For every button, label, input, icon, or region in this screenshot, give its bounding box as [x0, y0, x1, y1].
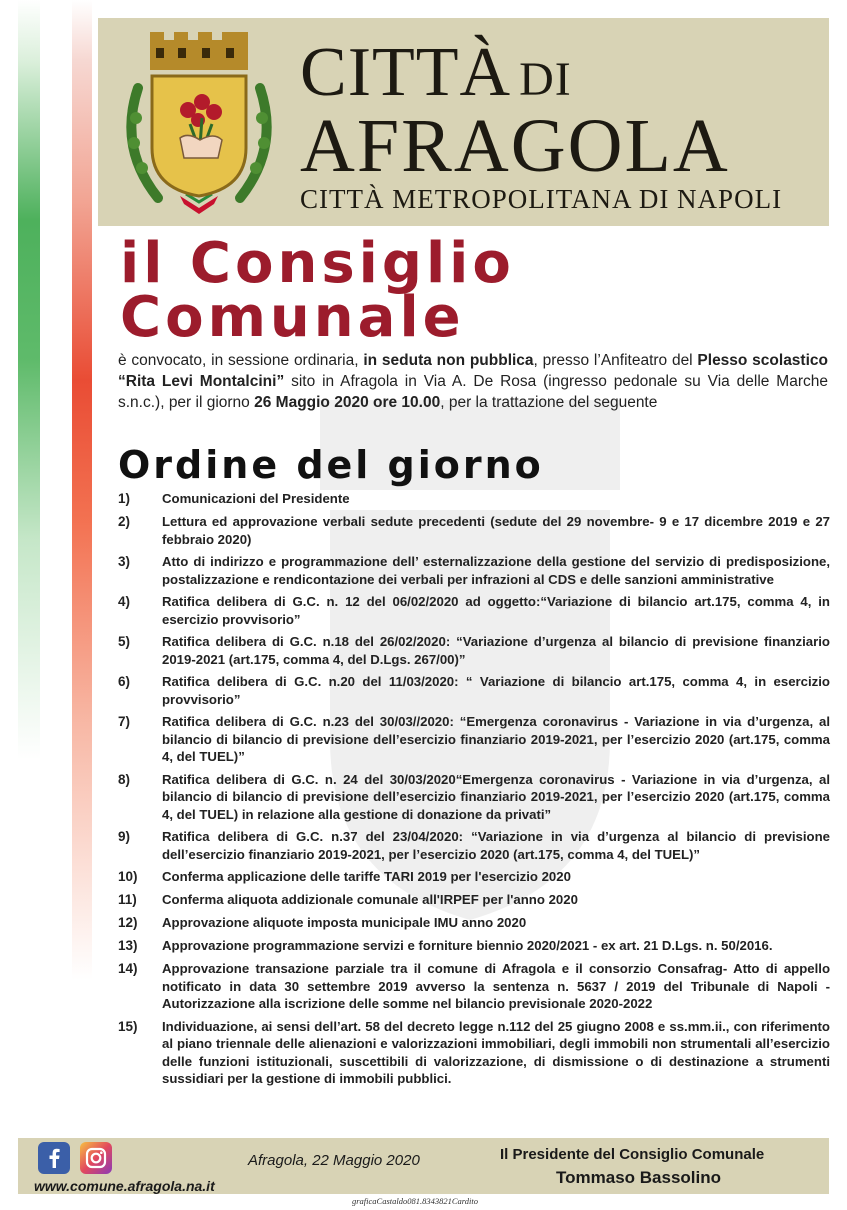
- convocation-intro: è convocato, in sessione ordinaria, in seduta non pubblica, presso l’Anfiteatro del Plesso scolastico “Rita Levi Montalcini” sito in Afragola in Via A. De Rosa (ingresso pedonale su Via delle Marche s.n.c.), per il giorno 26 Maggio 2020 ore 10.00, per la trattazione del seguente: [118, 352, 828, 411]
- headline-line-2: Comunale: [120, 285, 465, 350]
- agenda-item-text: Approvazione transazione parziale tra il comune di Afragola e il consorzio Consafrag- Atto di appello notificato in data 30 settembre 2019 avverso la sentenza n. 5637 / 2019 del Tribunale di Napoli - Autorizzazione alla iscrizione delle somme nel bilancio previsionale 2020-2022: [162, 961, 830, 1011]
- agenda-item-number: 12): [118, 915, 138, 930]
- agenda-item: [118, 868, 830, 886]
- agenda-item-text: Ratifica delibera di G.C. n. 12 del 06/02/2020 ad oggetto:“Variazione di bilancio art.175, comma 4, in esercizio provvisorio”: [162, 594, 830, 627]
- agenda-item-number: 9): [118, 829, 131, 844]
- agenda-item: [118, 960, 830, 1013]
- agenda-item-text: Conferma applicazione delle tariffe TARI 2019 per l'esercizio 2020: [162, 869, 571, 884]
- agenda-item-number: 15): [118, 1018, 138, 1034]
- agenda-item-number: 10): [118, 869, 138, 884]
- agenda-item-text: Comunicazioni del Presidente: [162, 491, 350, 506]
- agenda-item: [118, 593, 830, 628]
- agenda-item-number: 1): [118, 491, 131, 506]
- agenda-item-text: Conferma aliquota addizionale comunale all'IRPEF per l'anno 2020: [162, 892, 578, 907]
- agenda-item-number: 3): [118, 554, 131, 569]
- president-title: Il Presidente del Consiglio Comunale: [500, 1146, 765, 1163]
- city-crest-icon: [118, 28, 280, 218]
- agenda-item-number: 5): [118, 634, 131, 649]
- red-stripe: [72, 0, 92, 1130]
- agenda-item-text: Ratifica delibera di G.C. n.23 del 30/03//2020: “Emergenza coronavirus - Variazione in via d’urgenza, al bilancio di bilancio di previsione dell’esercizio finanziario 2019-2021, per l’esercizio 2020 (art.175, comma 4, del TUEL)”: [162, 714, 830, 764]
- agenda-item-number: 2): [118, 514, 131, 529]
- agenda-item-text: Atto di indirizzo e programmazione dell’ esternalizzazione della gestione del servizio di predisposizione, postalizzazione e rendicontazione dei verbali per infrazioni al CDS e delle sanzioni amministrative: [162, 554, 830, 587]
- agenda-item-text: Approvazione programmazione servizi e forniture biennio 2020/2021 - ex art. 21 D.Lgs. n. 50/2016.: [162, 938, 773, 953]
- website-link[interactable]: www.comune.afragola.na.it: [34, 1178, 215, 1194]
- instagram-icon[interactable]: [80, 1142, 112, 1174]
- agenda-item-text: Ratifica delibera di G.C. n.37 del 23/04/2020: “Variazione in via d’urgenza al bilancio di previsione dell’esercizio finanziario 2019-2021, per l’esercizio 2020 (art.175, comma 4, del TUEL)”: [162, 829, 830, 862]
- president-name: Tommaso Bassolino: [556, 1168, 721, 1187]
- agenda-item: [118, 914, 830, 932]
- city-subtitle: CITTÀ METROPOLITANA DI NAPOLI: [300, 184, 783, 214]
- agenda-item-text: Approvazione aliquote imposta municipale IMU anno 2020: [162, 915, 527, 930]
- agenda-item-number: 14): [118, 961, 138, 976]
- agenda-item-number: 13): [118, 938, 138, 953]
- agenda-item-number: 8): [118, 771, 131, 787]
- agenda-title: Ordine del giorno: [118, 443, 544, 487]
- city-title-line: [300, 34, 572, 111]
- agenda-list: [118, 490, 830, 1093]
- green-stripe: [18, 0, 40, 1130]
- city-name: AFRAGOLA: [300, 104, 730, 188]
- agenda-item-number: 6): [118, 674, 131, 689]
- agenda-item: [118, 513, 830, 548]
- agenda-item: [118, 771, 830, 824]
- agenda-item: [118, 937, 830, 955]
- agenda-item-text: Individuazione, ai sensi dell’art. 58 del decreto legge n.112 del 25 giugno 2008 e ss.mm.ii., con riferimento al piano triennale delle alienazioni e valorizzazioni immobiliari, degli immobili non strumentali all’esercizio delle funzioni istituzionali, suscettibili di valorizzazione, di dismissione o di destinazione a strumenti sussidiari per la gestione di immobili pubblici.: [162, 1018, 830, 1086]
- agenda-item: [118, 891, 830, 909]
- agenda-item-text: Lettura ed approvazione verbali sedute precedenti (sedute del 29 novembre- 9 e 17 dicembre 2019 e 27 febbraio 2020): [162, 514, 830, 547]
- agenda-item-number: 7): [118, 714, 131, 729]
- agenda-item: [118, 553, 830, 588]
- headline-line-1: il Consiglio: [120, 231, 515, 296]
- facebook-icon[interactable]: [38, 1142, 70, 1174]
- agenda-item-text: Ratifica delibera di G.C. n.18 del 26/02/2020: “Variazione d’urgenza al bilancio di previsione finanziario 2019-2021 (art.175, comma 4, del D.Lgs. 267/00)”: [162, 634, 830, 667]
- agenda-item: [118, 673, 830, 708]
- agenda-item: [118, 1018, 830, 1088]
- issue-date: Afragola, 22 Maggio 2020: [248, 1152, 420, 1169]
- agenda-item: [118, 490, 830, 508]
- agenda-item-text: Ratifica delibera di G.C. n. 24 del 30/03/2020“Emergenza coronavirus - Variazione in via d’urgenza, al bilancio di bilancio di previsione dell’esercizio finanziario 2019-2021, per l’esercizio 2020 (art.175, comma 4, del TUEL) in relazione alla gestione di donazione da privati”: [162, 771, 830, 822]
- agenda-item-number: 11): [118, 892, 137, 907]
- agenda-item: [118, 713, 830, 766]
- agenda-item-text: Ratifica delibera di G.C. n.20 del 11/03/2020: “ Variazione di bilancio art.175, comma 4, in esercizio provvisorio”: [162, 674, 830, 707]
- graphic-credit: graficaCastaldo081.8343821Cardito: [352, 1196, 479, 1206]
- agenda-item-number: 4): [118, 594, 131, 609]
- title-citta: CITTÀ: [300, 34, 512, 111]
- title-di: DI: [519, 53, 572, 106]
- agenda-item: [118, 828, 830, 863]
- agenda-item: [118, 633, 830, 668]
